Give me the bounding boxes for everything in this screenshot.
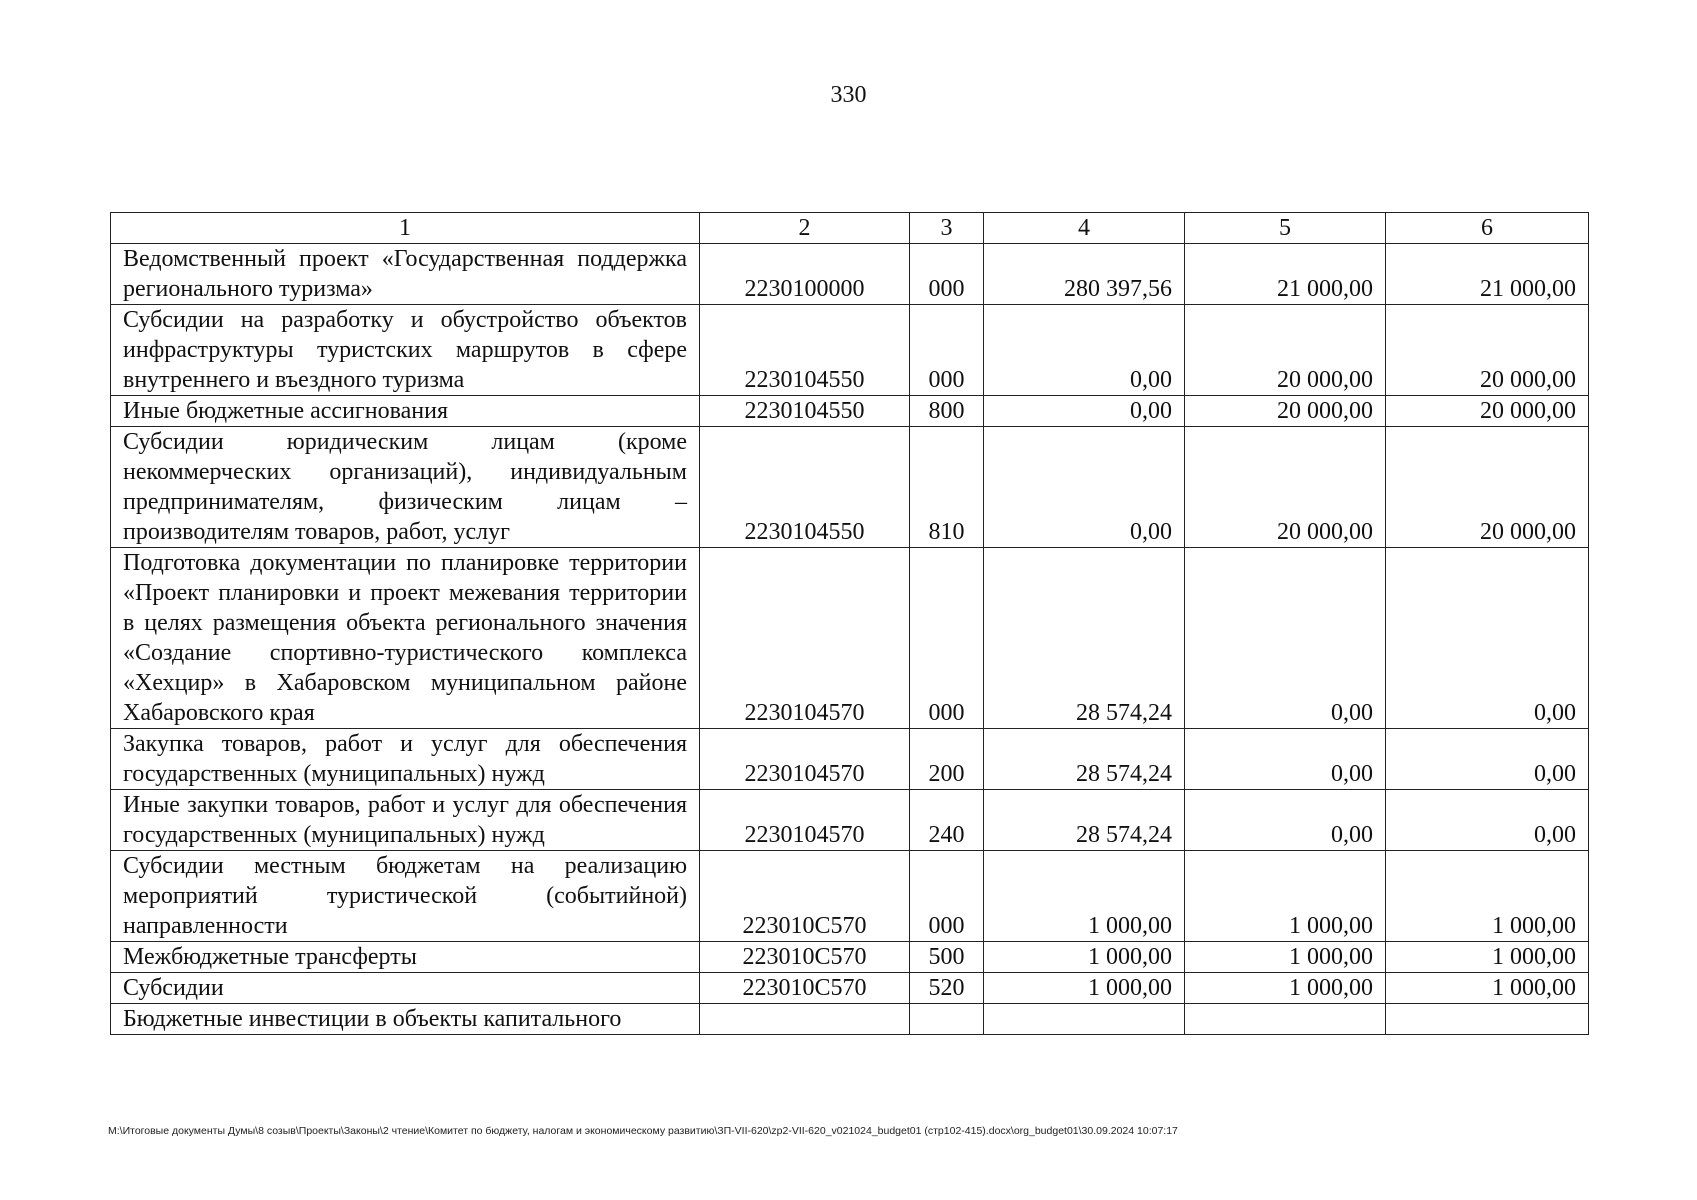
row-amount-year2: [1185, 1004, 1386, 1035]
row-name: Бюджетные инвестиции в объекты капитального: [111, 1004, 700, 1035]
row-amount-year2: 20 000,00: [1185, 427, 1386, 548]
row-target-article: 2230104550: [700, 427, 910, 548]
row-amount-year3: 1 000,00: [1386, 851, 1589, 942]
row-target-article: 2230104570: [700, 729, 910, 790]
row-amount-year3: [1386, 1004, 1589, 1035]
row-amount-year2: 20 000,00: [1185, 396, 1386, 427]
row-name: Субсидии на разработку и обустройство объектов инфраструктуры туристских маршрутов в сфере внутреннего и въездного туризма: [111, 305, 700, 396]
row-name: Закупка товаров, работ и услуг для обеспечения государственных (муниципальных) нужд: [111, 729, 700, 790]
row-expense-type: 810: [910, 427, 984, 548]
row-amount-year2: 0,00: [1185, 790, 1386, 851]
row-amount-year3: 20 000,00: [1386, 305, 1589, 396]
table-row: [111, 427, 1589, 548]
budget-table: [110, 212, 1589, 1035]
row-amount-year3: 1 000,00: [1386, 973, 1589, 1004]
row-expense-type: 000: [910, 851, 984, 942]
row-target-article: 2230100000: [700, 244, 910, 305]
table-row: [111, 1004, 1589, 1035]
row-amount-year1: 0,00: [984, 396, 1185, 427]
row-name: Подготовка документации по планировке территории «Проект планировки и проект межевания территории в целях размещения объекта регионального значения «Создание спортивно-туристического комплекса «Хехцир» в Хабаровском муниципальном районе Хабаровского края: [111, 548, 700, 729]
table-row: [111, 973, 1589, 1004]
table-header-row: [111, 213, 1589, 244]
row-expense-type: 240: [910, 790, 984, 851]
row-name: Субсидии юридическим лицам (кроме некоммерческих организаций), индивидуальным предпринимателям, физическим лицам – производителям товаров, работ, услуг: [111, 427, 700, 548]
column-header-1: 1: [111, 213, 700, 244]
table-row: [111, 790, 1589, 851]
row-amount-year2: 1 000,00: [1185, 942, 1386, 973]
row-expense-type: 800: [910, 396, 984, 427]
row-amount-year2: 21 000,00: [1185, 244, 1386, 305]
document-path-footer: M:\Итоговые документы Думы\8 созыв\Проекты\Законы\2 чтение\Комитет по бюджету, налогам и экономическому развитию\ЗП-VII-620\zp2-VII-620_v021024_budget01 (стр102-415).docx\org_budget01\30.09.2024 10:07:17: [108, 1125, 1178, 1137]
table-row: [111, 729, 1589, 790]
row-amount-year3: 0,00: [1386, 548, 1589, 729]
row-target-article: 223010С570: [700, 942, 910, 973]
row-amount-year2: 20 000,00: [1185, 305, 1386, 396]
row-amount-year3: 20 000,00: [1386, 427, 1589, 548]
table-row: [111, 396, 1589, 427]
row-name: Ведомственный проект «Государственная поддержка регионального туризма»: [111, 244, 700, 305]
row-amount-year3: 21 000,00: [1386, 244, 1589, 305]
row-expense-type: 200: [910, 729, 984, 790]
row-name: Субсидии местным бюджетам на реализацию мероприятий туристической (событийной) направленности: [111, 851, 700, 942]
row-target-article: 2230104550: [700, 396, 910, 427]
row-expense-type: 000: [910, 305, 984, 396]
table-row: [111, 305, 1589, 396]
row-amount-year1: 28 574,24: [984, 729, 1185, 790]
table-row: [111, 851, 1589, 942]
row-expense-type: [910, 1004, 984, 1035]
row-amount-year2: 1 000,00: [1185, 851, 1386, 942]
row-expense-type: 520: [910, 973, 984, 1004]
row-amount-year1: 28 574,24: [984, 790, 1185, 851]
row-amount-year3: 0,00: [1386, 790, 1589, 851]
table-row: [111, 548, 1589, 729]
row-amount-year1: 0,00: [984, 305, 1185, 396]
row-name: Иные бюджетные ассигнования: [111, 396, 700, 427]
column-header-2: 2: [700, 213, 910, 244]
row-target-article: [700, 1004, 910, 1035]
row-amount-year1: 1 000,00: [984, 851, 1185, 942]
row-name: Иные закупки товаров, работ и услуг для обеспечения государственных (муниципальных) нужд: [111, 790, 700, 851]
row-expense-type: 000: [910, 244, 984, 305]
row-target-article: 2230104570: [700, 548, 910, 729]
row-amount-year1: 280 397,56: [984, 244, 1185, 305]
row-expense-type: 500: [910, 942, 984, 973]
row-amount-year3: 1 000,00: [1386, 942, 1589, 973]
row-amount-year1: 28 574,24: [984, 548, 1185, 729]
row-amount-year1: [984, 1004, 1185, 1035]
row-amount-year2: 0,00: [1185, 729, 1386, 790]
row-amount-year3: 0,00: [1386, 729, 1589, 790]
row-name: Субсидии: [111, 973, 700, 1004]
row-amount-year2: 1 000,00: [1185, 973, 1386, 1004]
row-amount-year3: 20 000,00: [1386, 396, 1589, 427]
row-expense-type: 000: [910, 548, 984, 729]
row-name: Межбюджетные трансферты: [111, 942, 700, 973]
row-amount-year1: 0,00: [984, 427, 1185, 548]
row-amount-year1: 1 000,00: [984, 942, 1185, 973]
column-header-4: 4: [984, 213, 1185, 244]
row-target-article: 2230104570: [700, 790, 910, 851]
table-row: [111, 244, 1589, 305]
row-target-article: 223010С570: [700, 851, 910, 942]
table-row: [111, 942, 1589, 973]
column-header-5: 5: [1185, 213, 1386, 244]
row-amount-year1: 1 000,00: [984, 973, 1185, 1004]
page-number: 330: [830, 82, 867, 108]
row-target-article: 223010С570: [700, 973, 910, 1004]
row-amount-year2: 0,00: [1185, 548, 1386, 729]
column-header-3: 3: [910, 213, 984, 244]
column-header-6: 6: [1386, 213, 1589, 244]
row-target-article: 2230104550: [700, 305, 910, 396]
